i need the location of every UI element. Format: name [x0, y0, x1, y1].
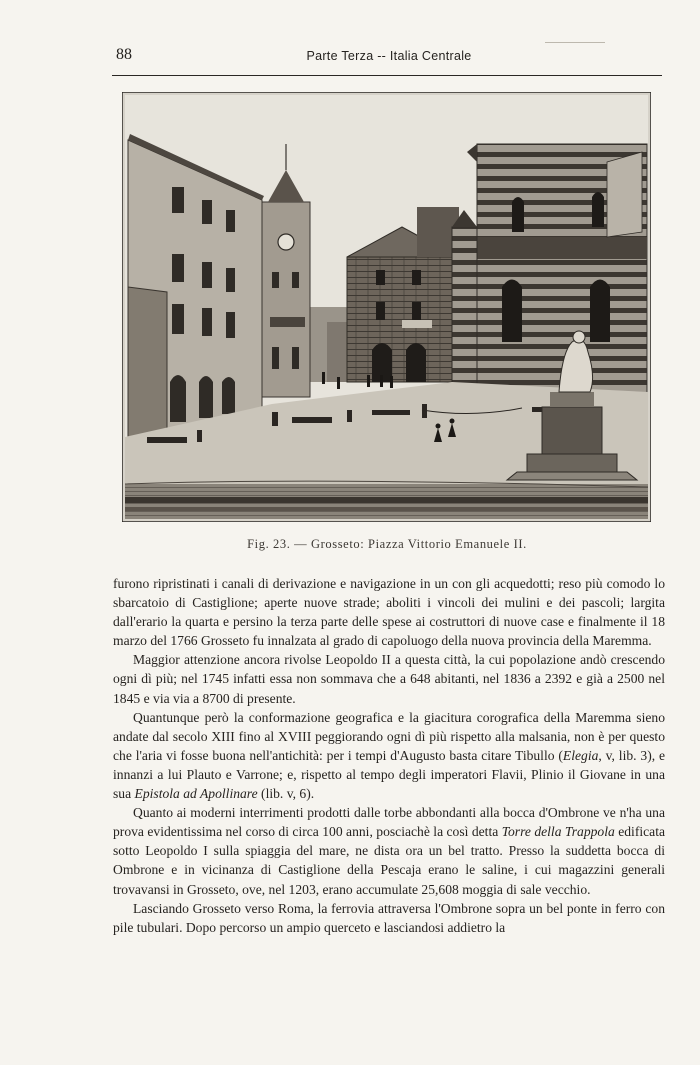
text-run: , v, lib. 3), e innanzi a lui Plauto e Varrone; e, rispetto al tempo degli imperatori Flavii, Plinio il Giovane in una sua — [113, 747, 665, 802]
text-run: Quanto ai moderni interrimenti prodotti dalle torbe abbondanti alla bocca d'Ombrone ve n'ha una prova evidentissima nel corso di circa 100 anni, posciachè la così detta — [113, 805, 665, 840]
running-title: Parte Terza -- Italia Centrale — [306, 49, 472, 63]
text-run: (lib. v, 6). — [257, 786, 315, 802]
paragraph: Lasciando Grosseto verso Roma, la ferrovia attraversa l'Ombrone sopra un bel ponte in ferro con pile tubulari. Dopo percorso un ampio querceto e lasciandosi addietro la — [113, 900, 665, 935]
work-title: Epistola ad Apollinare — [134, 786, 258, 802]
work-title: Elegia — [562, 747, 599, 763]
body-text — [113, 574, 665, 937]
paragraph: furono ripristinati i canali di derivazione e navigazione in un con gli acquedotti; reso più comodo lo sbarcatoio di Castiglione; aperte nuove strade; aboliti i vincoli dei mulini e dei pascoli; largita dall'erario la quarta e persino la terza parte delle spese ai costruttori di nuove case e finalmente il 18 marzo del 1766 Grosseto fu innalzata al grado di capoluogo della nuova provincia della Maremma. — [113, 576, 665, 649]
scan-mark — [545, 42, 605, 43]
page-number: 88 — [116, 46, 132, 63]
page-header — [116, 44, 662, 70]
paragraph — [113, 708, 665, 803]
paragraph: Maggior attenzione ancora rivolse Leopoldo II a questa città, la cui popolazione andò crescendo ogni dì più; nel 1745 infatti essa non sommava che a 648 abitanti, nel 1836 a 2392 e già a 2500 nel 1845 e via via a 8700 di presente. — [113, 652, 665, 706]
text-run: Quantunque però la conformazione geografica e la giacitura corografica della Maremma sieno andate dal secolo XIII fino al XVIII peggiorando ogni dì più rispetto alla malsania, non è per questo che l'aria vi fosse buona nell'antichità: per i tempi d'Augusto basta citare Tibullo ( — [113, 709, 665, 763]
paragraph — [113, 803, 665, 898]
figure-caption: Fig. 23. — Grosseto: Piazza Vittorio Emanuele II. — [247, 537, 527, 551]
header-rule — [112, 75, 662, 76]
piazza-illustration — [122, 92, 651, 522]
figure-engraving — [122, 92, 651, 522]
text-run: edificata sotto Leopoldo I sulla spiaggia del mare, ne dista ora un bel tratto. Presso la suddetta bocca di Ombrone e in vicinanza di Castiglione della Pescaja erano le saline, i cui magazzini generali trovavansi in Grosseto, ove, nel 1203, erano accumulate 25,608 moggia di sale vecchio. — [113, 824, 666, 897]
place-name: Torre della Trappola — [501, 824, 615, 840]
